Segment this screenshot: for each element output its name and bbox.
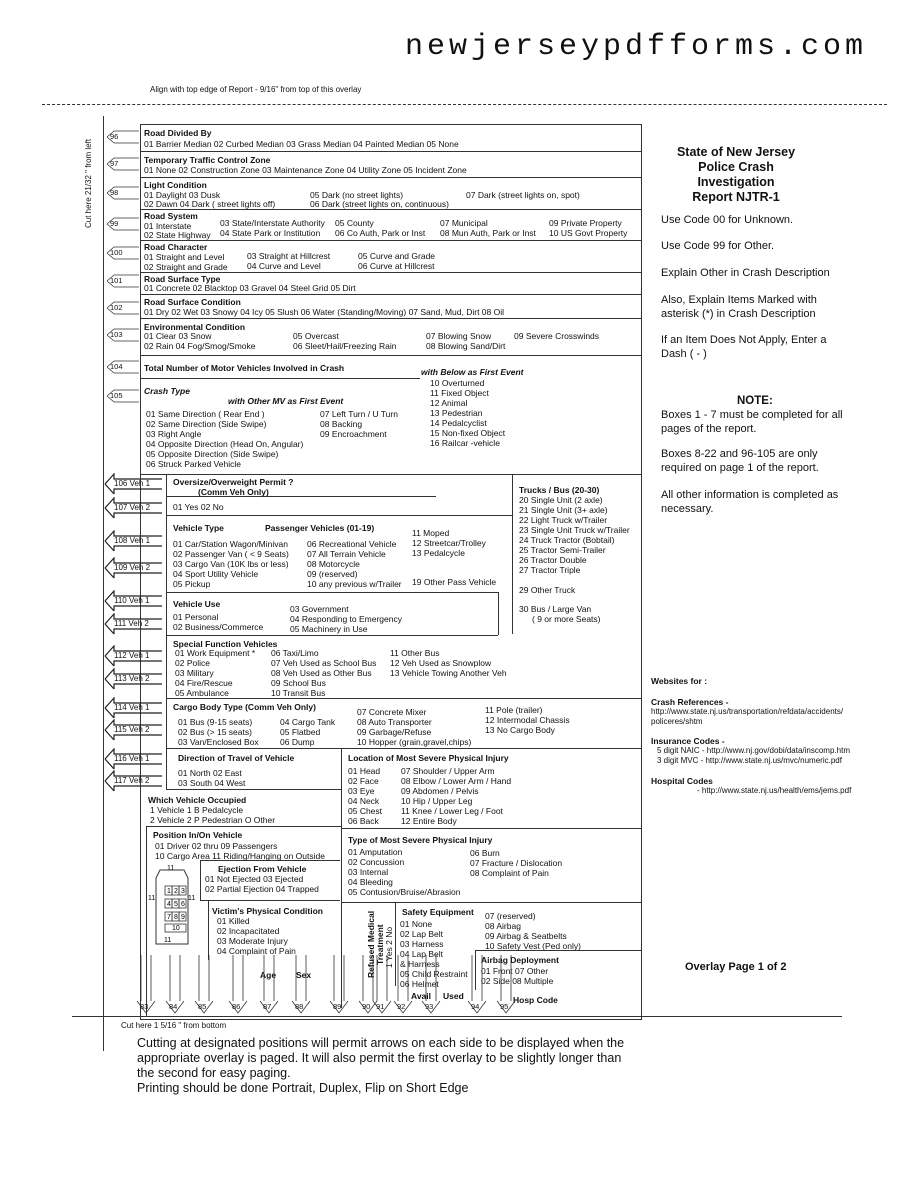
- seat-label: 4: [167, 901, 171, 908]
- vehicle-box-label: 113 Veh 2: [114, 674, 150, 683]
- bottom-field-83: [135, 955, 157, 1020]
- align-dashed-line: [42, 104, 887, 105]
- seat-label: 11: [167, 865, 175, 872]
- bottom-field-86: [227, 955, 249, 1020]
- seat-label: 5: [174, 901, 178, 908]
- bottom-field-number: 92: [397, 1002, 406, 1011]
- bottom-field-number: 86: [232, 1002, 241, 1011]
- bottom-field-91: [371, 955, 393, 1020]
- bottom-field-number: 84: [169, 1002, 178, 1011]
- vehicle-box-label: 108 Veh 1: [114, 536, 151, 545]
- seat-label: 1: [167, 888, 171, 895]
- seat-label: 8: [174, 914, 178, 921]
- seat-label: 11: [164, 937, 172, 944]
- bottom-field-number: 94: [471, 1002, 480, 1011]
- seat-label: 11: [188, 895, 196, 902]
- row-number: 101: [110, 276, 123, 285]
- sex-label: Sex: [296, 970, 312, 980]
- bottom-field-number: 90: [362, 1002, 371, 1011]
- row-number: 97: [110, 159, 119, 168]
- vehicle-box-113: [104, 668, 164, 695]
- vehicle-box-label: 112 Veh 1: [114, 651, 150, 660]
- report-title: State of New Jersey Police Crash Investigation Report NJTR-1: [676, 145, 796, 204]
- row-104-tag: [106, 360, 140, 379]
- vehicle-box-label: 110 Veh 1: [114, 596, 150, 605]
- seat-label: 3: [181, 888, 185, 895]
- vehicle-box-label: 111 Veh 2: [114, 619, 149, 628]
- vehicle-box-label: 107 Veh 2: [114, 503, 151, 512]
- bottom-cut-line: [72, 1016, 842, 1017]
- bottom-field-number: 87: [263, 1002, 272, 1011]
- vehicle-box-107: [104, 497, 164, 524]
- hosp-code-label: Hosp Code: [513, 995, 558, 1005]
- bottom-field-number: 83: [140, 1002, 149, 1011]
- vehicle-box-label: 117 Veh 2: [114, 776, 150, 785]
- bottom-field-84: [164, 955, 186, 1020]
- bottom-field-87: [258, 955, 280, 1020]
- row-101-tag: [106, 274, 140, 293]
- vehicle-box-111: [104, 613, 164, 640]
- seat-label: 7: [167, 914, 171, 921]
- row-97-tag: [106, 157, 140, 176]
- vehicle-box-label: 116 Veh 1: [114, 754, 150, 763]
- vehicle-box-label: 114 Veh 1: [114, 703, 150, 712]
- bottom-field-92: [392, 955, 414, 1020]
- row-number: 96: [110, 132, 119, 141]
- row-96-tag: [106, 130, 140, 149]
- row-100-tag: [106, 246, 140, 265]
- row-98-tag: [106, 186, 140, 205]
- bottom-field-89: [328, 955, 350, 1020]
- row-number: 99: [110, 219, 119, 228]
- bottom-field-85: [193, 955, 215, 1020]
- bottom-field-88: [290, 955, 312, 1020]
- seat-label: 9: [181, 914, 185, 921]
- row-number: 103: [110, 330, 123, 339]
- row-104-title: Total Number of Motor Vehicles Involved in Crash: [144, 363, 345, 373]
- seat-label: 11: [148, 895, 156, 902]
- bottom-field-number: 88: [295, 1002, 304, 1011]
- bottom-field-number: 95: [500, 1002, 509, 1011]
- vehicle-box-108: [104, 530, 164, 557]
- row-number: 105: [110, 391, 123, 400]
- vehicle-box-label: 106 Veh 1: [114, 479, 151, 488]
- vehicle-box-115: [104, 719, 164, 746]
- vehicle-box-117: [104, 770, 164, 797]
- align-note: Align with top edge of Report - 9/16" from top of this overlay: [150, 85, 362, 94]
- seat-label: 10: [172, 925, 180, 932]
- row-103-tag: [106, 328, 140, 347]
- vehicle-box-label: 115 Veh 2: [114, 725, 150, 734]
- bottom-field-95: [495, 955, 517, 1020]
- seat-label: 6: [181, 901, 185, 908]
- vehicle-box-label: 109 Veh 2: [114, 563, 151, 572]
- used-label: Used: [443, 991, 464, 1001]
- bottom-field-number: 91: [376, 1002, 385, 1011]
- row-number: 104: [110, 362, 123, 371]
- cut-left-note: Cut here 21/32 " from left: [84, 138, 93, 228]
- footer-notes: Cutting at designated positions will permit arrows on each side to be displayed when the appropriate overlay is paged. It will also permit the first overlay to be slightly longer than the second for easy paging. Printing should be done Portrait, Duplex, Flip on Short Edge: [137, 1036, 625, 1095]
- vehicle-box-106: [104, 473, 164, 500]
- bottom-field-93: [420, 955, 442, 1020]
- row-105-tag: [106, 389, 140, 408]
- seat-label: 2: [174, 888, 178, 895]
- bottom-field-number: 93: [425, 1002, 434, 1011]
- bottom-field-number: 89: [333, 1002, 342, 1011]
- cut-bottom-note: Cut here 1 5/16 " from bottom: [121, 1021, 227, 1030]
- bottom-field-number: 85: [198, 1002, 207, 1011]
- row-99-tag: [106, 217, 140, 236]
- site-watermark: newjerseypdfforms.com: [405, 30, 868, 64]
- row-number: 98: [110, 188, 119, 197]
- vehicle-box-109: [104, 557, 164, 584]
- row-number: 102: [110, 303, 123, 312]
- row-number: 100: [110, 248, 123, 257]
- row-102-tag: [106, 301, 140, 320]
- bottom-field-94: [466, 955, 488, 1020]
- age-label: Age: [260, 970, 277, 980]
- avail-label: Avail: [411, 991, 432, 1001]
